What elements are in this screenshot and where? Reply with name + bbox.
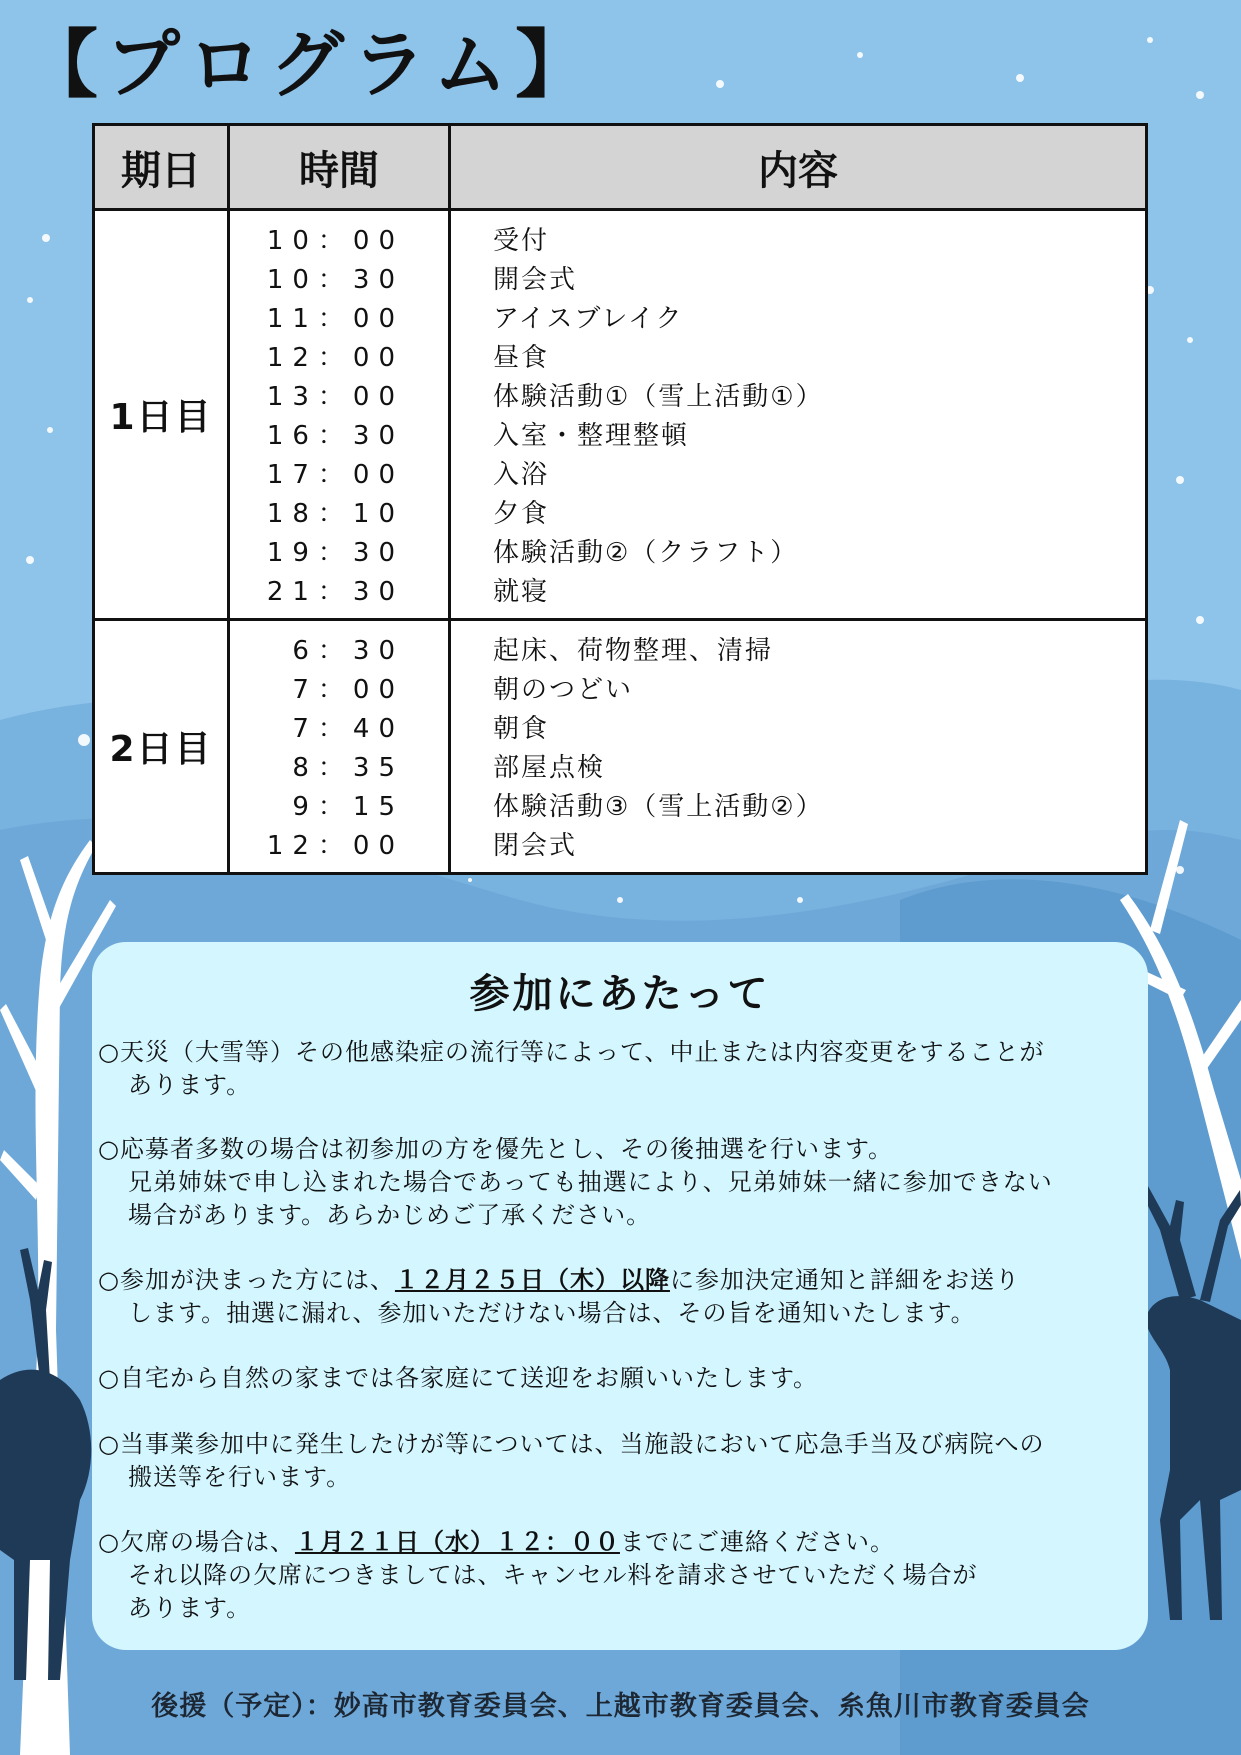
note-3: ○参加が決まった方には、１２月２５日（木）以降に参加決定通知と詳細をお送り します。抽選に漏れ、参加いただけない場合は、その旨を通知いたします。 [98, 1266, 1020, 1327]
schedule-time: 16：30 [266, 421, 404, 451]
schedule-time: 6：30 [292, 636, 404, 666]
schedule-item: 体験活動③（雪上活動②） [493, 792, 824, 822]
schedule-item: 体験活動①（雪上活動①） [493, 382, 824, 412]
day-label: 2日目 [94, 620, 229, 874]
schedule-time: 7：40 [292, 714, 404, 744]
schedule-time: 9：15 [292, 792, 404, 822]
schedule-time: 12：00 [266, 831, 404, 861]
absence-deadline: １月２１日（水）１２：００ [294, 1528, 620, 1556]
schedule-time: 10：30 [266, 265, 404, 295]
schedule-time: 19：30 [266, 538, 404, 568]
day-row [94, 620, 1147, 874]
notes-panel [92, 942, 1148, 1650]
schedule-item: 入浴 [493, 460, 550, 490]
notes-heading: 参加にあたって [469, 971, 771, 1017]
schedule-time: 17：00 [266, 460, 404, 490]
schedule-item: 夕食 [493, 499, 550, 529]
note-2: ○応募者多数の場合は初参加の方を優先とし、その後抽選を行います。 兄弟姉妹で申し込まれた場合であっても抽選により、兄弟姉妹一緒に参加できない 場合があります。あらかじめご了承ください。 [98, 1135, 1053, 1229]
schedule-item: 受付 [493, 226, 550, 256]
schedule-item: 起床、荷物整理、清掃 [493, 636, 774, 666]
footer-sponsors: 後援（予定）：妙高市教育委員会、上越市教育委員会、糸魚川市教育委員会 [151, 1691, 1090, 1722]
schedule-time: 21：30 [266, 577, 404, 607]
schedule-item: 朝食 [493, 714, 550, 744]
schedule-time: 8：35 [292, 753, 404, 783]
content-cell [450, 210, 1147, 620]
header-day: 期日 [94, 125, 229, 210]
schedule-item: 就寝 [493, 577, 550, 607]
time-cell [229, 620, 450, 874]
schedule-time: 10：00 [266, 226, 404, 256]
time-cell [229, 210, 450, 620]
note-5: ○当事業参加中に発生したけが等については、当施設において応急手当及び病院への 搬送等を行います。 [98, 1430, 1045, 1491]
schedule-item: 昼食 [493, 343, 550, 373]
deadline-date: １２月２５日（木）以降 [394, 1266, 670, 1294]
schedule-item: アイスブレイク [493, 304, 684, 334]
schedule-time: 7：00 [292, 675, 404, 705]
header-content: 内容 [450, 125, 1147, 210]
schedule-time: 12：00 [266, 343, 404, 373]
schedule-item: 開会式 [493, 265, 578, 295]
schedule-item: 朝のつどい [493, 675, 634, 705]
day-row [94, 210, 1147, 620]
header-time: 時間 [229, 125, 450, 210]
schedule-time: 13：00 [266, 382, 404, 412]
note-6: ○欠席の場合は、１月２１日（水）１２：００までにご連絡ください。 それ以降の欠席につきましては、キャンセル料を請求させていただく場合が あります。 [98, 1528, 978, 1622]
schedule-time: 18：10 [266, 499, 404, 529]
note-1: ○天災（大雪等）その他感染症の流行等によって、中止または内容変更をすることが あります。 [98, 1038, 1045, 1099]
schedule-item: 入室・整理整頓 [493, 421, 690, 451]
content-cell [450, 620, 1147, 874]
schedule-time: 11：00 [266, 304, 404, 334]
program-body [94, 210, 1147, 874]
program-table [92, 123, 1148, 875]
schedule-item: 部屋点検 [493, 753, 606, 783]
note-4: ○自宅から自然の家までは各家庭にて送迎をお願いいたします。 [98, 1364, 819, 1392]
schedule-item: 体験活動②（クラフト） [493, 538, 799, 568]
schedule-item: 閉会式 [493, 831, 578, 861]
page-title: 【プログラム】 [24, 22, 598, 108]
day-label: 1日目 [94, 210, 229, 620]
